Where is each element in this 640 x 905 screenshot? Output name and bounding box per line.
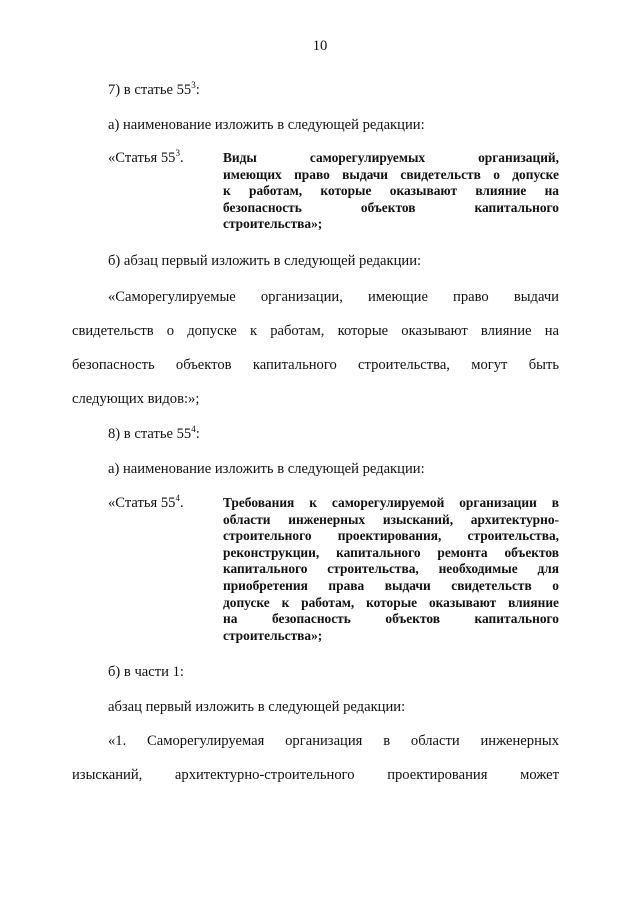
para-1-line-4: следующих видов:»; — [72, 391, 200, 407]
item-7-a: а) наименование изложить в следующей редакции: — [108, 117, 425, 133]
heading-line: капитального строительства, необходимые для — [223, 561, 559, 577]
page-number: 10 — [312, 38, 328, 54]
heading-line: области инженерных изысканий, архитектурно- — [223, 511, 559, 527]
item-8-b-sub: абзац первый изложить в следующей редакции: — [108, 699, 406, 715]
item-7-line — [108, 82, 200, 99]
item-7-suffix: : — [195, 82, 200, 98]
heading-line: строительства»; — [223, 627, 323, 643]
article-55-4-label — [108, 495, 184, 512]
heading-line: приобретения права выдачи свидетельств о — [223, 577, 559, 593]
item-7-b: б) абзац первый изложить в следующей редакции: — [108, 253, 422, 269]
para-2-line-2: изысканий, архитектурно-строительного проектирования может — [72, 767, 559, 783]
heading-line: имеющих право выдачи свидетельств о допуске — [223, 166, 559, 182]
article-55-4-label-sup: 4 — [175, 493, 180, 504]
article-55-3-heading — [223, 150, 559, 233]
article-55-3-label — [108, 150, 184, 167]
article-55-4-heading — [223, 495, 559, 644]
heading-line: строительного проектирования, строительства, — [223, 528, 559, 544]
item-7-text: 7) в статье 55 — [108, 82, 192, 98]
article-55-3-label-suffix: . — [179, 150, 184, 166]
article-55-4-label-text: «Статья 55 — [108, 495, 176, 511]
article-55-3-label-sup: 3 — [175, 148, 180, 159]
para-1-line-1: «Саморегулируемые организации, имеющие право выдачи — [108, 289, 559, 305]
heading-line: Виды саморегулируемых организаций, — [223, 150, 559, 165]
item-8-text: 8) в статье 55 — [108, 426, 192, 442]
para-2-line-1: «1. Саморегулируемая организация в области инженерных — [108, 733, 559, 749]
article-55-3-label-text: «Статья 55 — [108, 150, 176, 166]
para-1-line-2: свидетельств о допуске к работам, которые оказывают влияние на — [72, 323, 559, 339]
para-1-line-3: безопасность объектов капитального строительства, могут быть — [72, 357, 559, 373]
heading-line: к работам, которые оказывают влияние на — [223, 183, 559, 199]
item-8-a: а) наименование изложить в следующей редакции: — [108, 461, 425, 477]
heading-line: Требования к саморегулируемой организации в — [223, 495, 559, 510]
item-8-suffix: : — [195, 426, 200, 442]
item-8-sup: 4 — [191, 424, 196, 435]
item-8-line — [108, 426, 200, 443]
item-7-sup: 3 — [191, 80, 196, 91]
heading-line: на безопасность объектов капитального — [223, 611, 559, 627]
item-8-b: б) в части 1: — [108, 664, 184, 680]
heading-line: строительства»; — [223, 216, 323, 232]
heading-line: безопасность объектов капитального — [223, 199, 559, 215]
heading-line: допуске к работам, которые оказывают влияние — [223, 594, 559, 610]
article-55-4-label-suffix: . — [179, 495, 184, 511]
heading-line: реконструкции, капитального ремонта объектов — [223, 544, 559, 560]
